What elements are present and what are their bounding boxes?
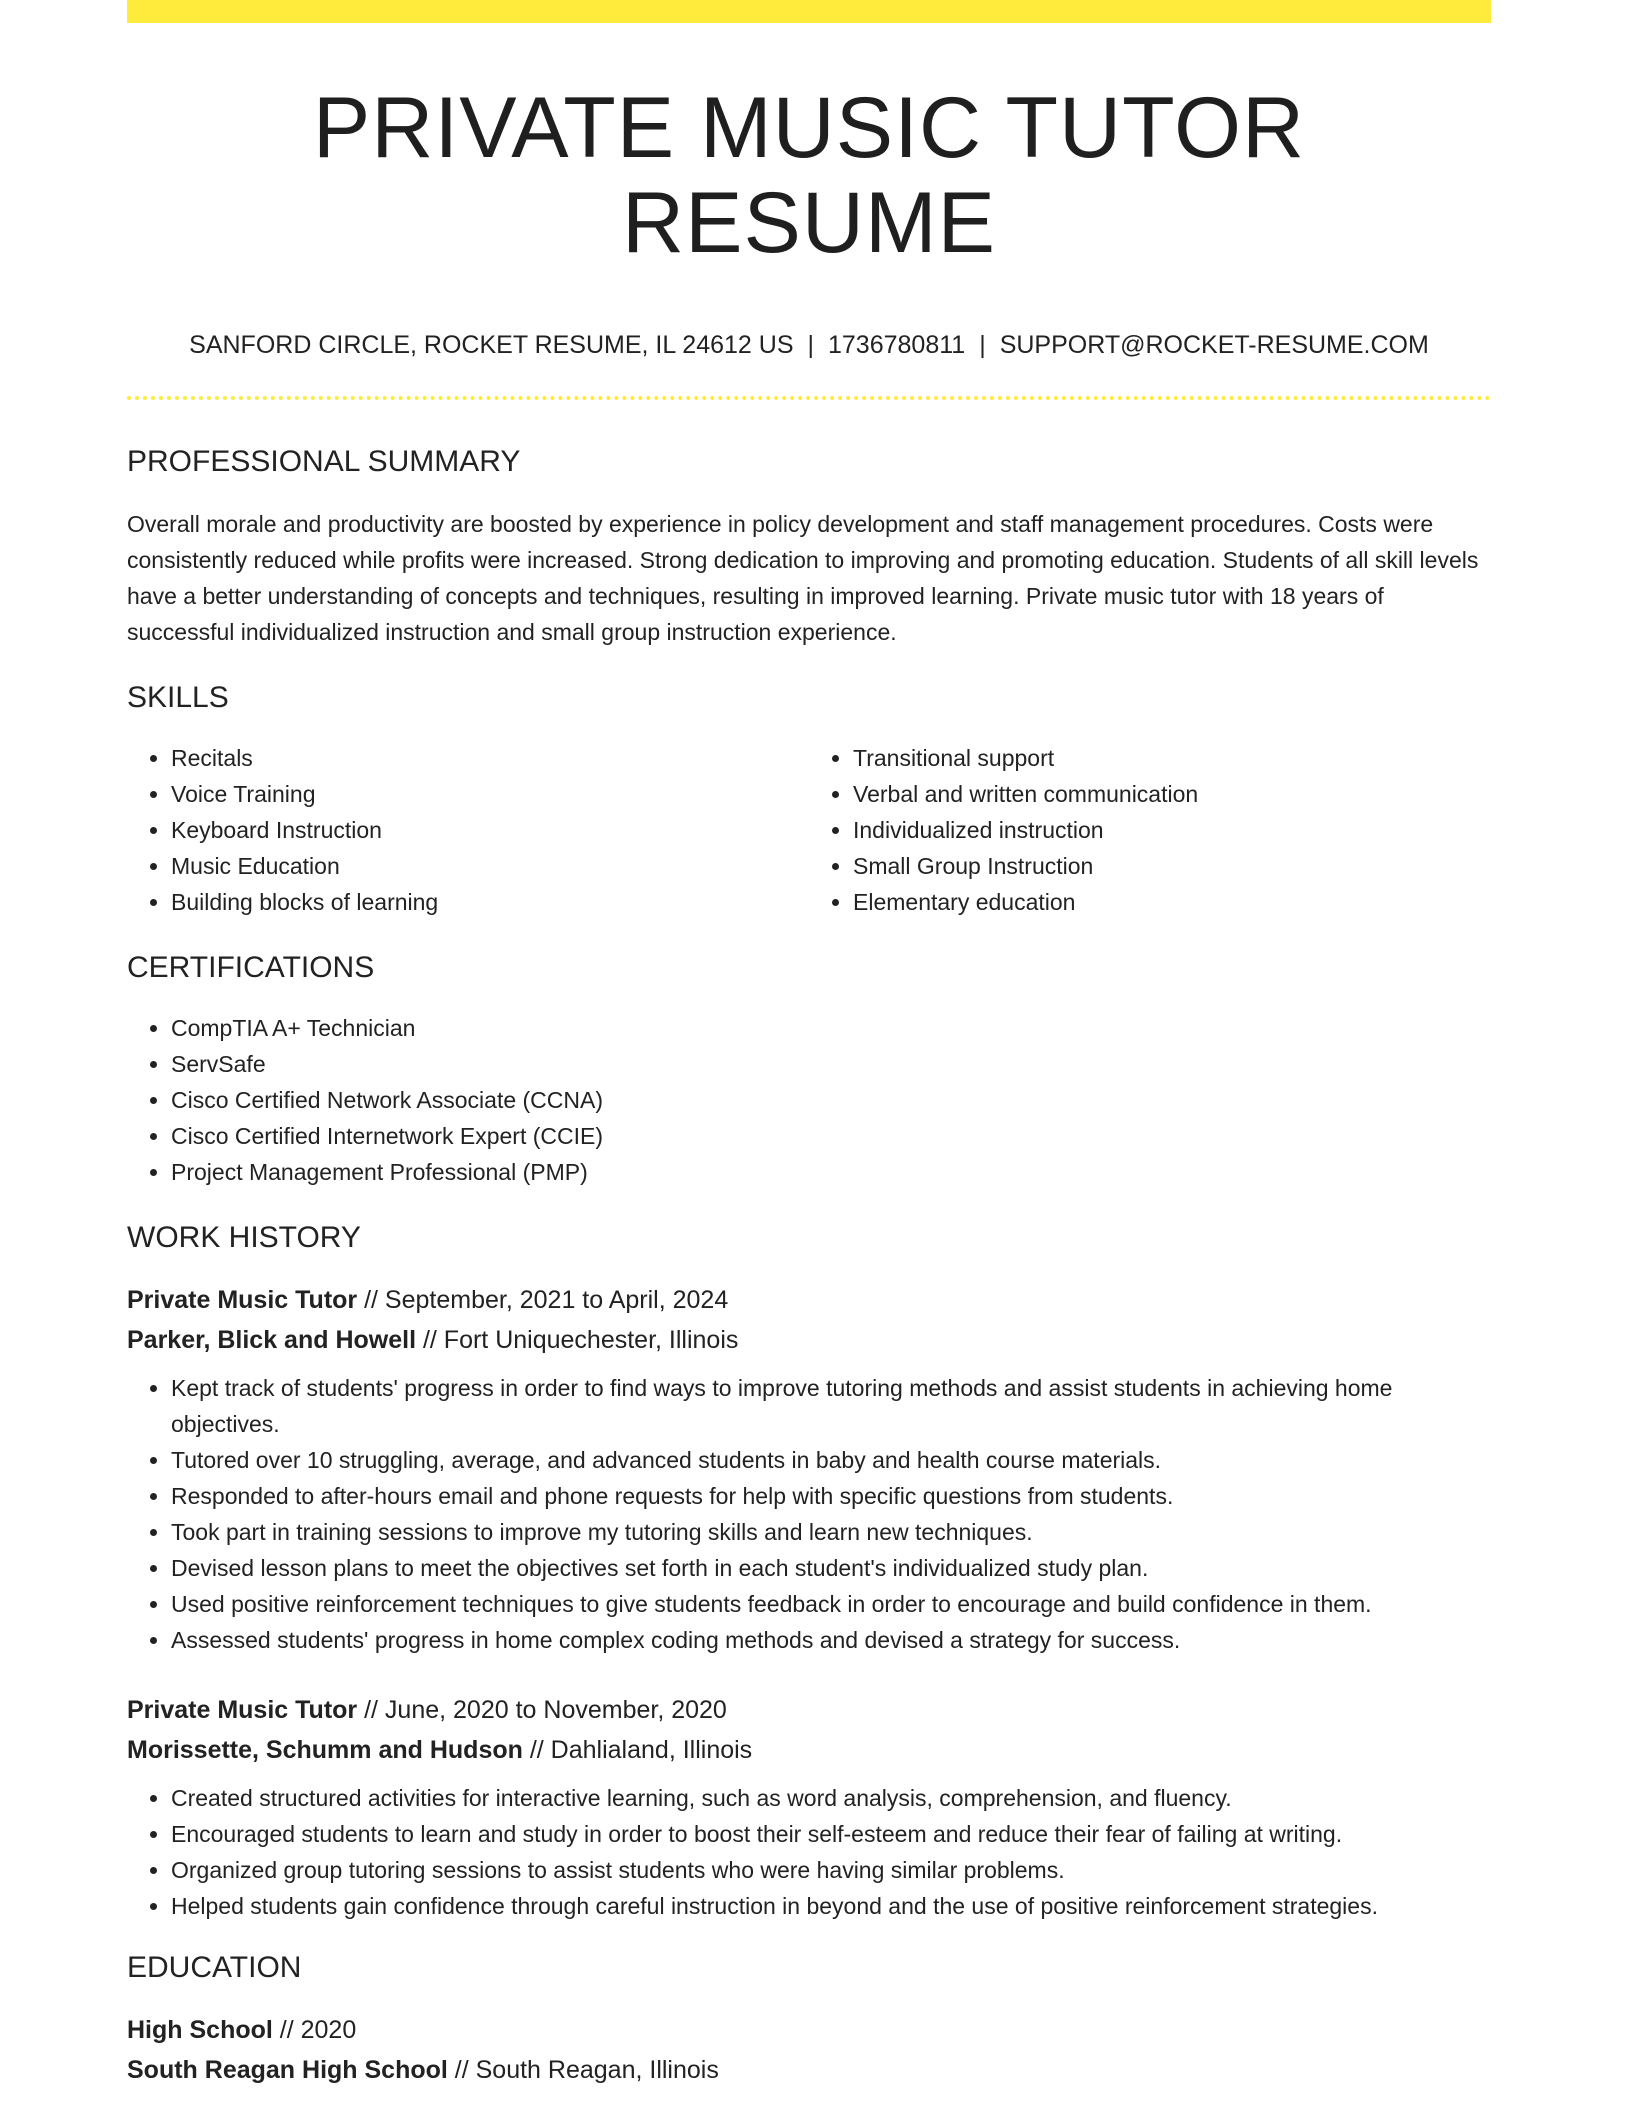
job-duty: • Responded to after-hours email and phone requests for help with specific questions from students. — [171, 1478, 1491, 1514]
education-heading: EDUCATION — [127, 1951, 302, 1985]
certification-item: • Cisco Certified Network Associate (CCNA) — [171, 1082, 1491, 1118]
job-duty: • Assessed students' progress in home complex coding methods and devised a strategy for success. — [171, 1622, 1491, 1658]
skill-item: • Building blocks of learning — [171, 884, 809, 920]
certification-item: • CompTIA A+ Technician — [171, 1010, 1491, 1046]
resume-title: PRIVATE MUSIC TUTOR RESUME — [312, 80, 1306, 271]
certifications-list — [127, 1010, 1491, 1190]
skill-item: • Keyboard Instruction — [171, 812, 809, 848]
certification-item: • Cisco Certified Internetwork Expert (CCIE) — [171, 1118, 1491, 1154]
skill-item: • Recitals — [171, 740, 809, 776]
contact-separator: | — [979, 331, 986, 360]
skill-item: • Transitional support — [853, 740, 1491, 776]
education-school: South Reagan High School — [127, 2056, 448, 2085]
skills-left-list — [127, 740, 809, 920]
job-dates: // June, 2020 to November, 2020 — [357, 1696, 727, 1725]
skill-item: • Small Group Instruction — [853, 848, 1491, 884]
skill-item: • Individualized instruction — [853, 812, 1491, 848]
skills-right-list — [809, 740, 1491, 920]
resume-content — [127, 23, 1491, 2090]
skills-columns — [127, 740, 1491, 920]
skill-item: • Voice Training — [171, 776, 809, 812]
job-location: // Fort Uniquechester, Illinois — [416, 1326, 739, 1355]
skill-item: • Music Education — [171, 848, 809, 884]
education-location: // South Reagan, Illinois — [447, 2056, 719, 2085]
certification-item: • Project Management Professional (PMP) — [171, 1154, 1491, 1190]
certification-item: • ServSafe — [171, 1046, 1491, 1082]
job-entry — [127, 1690, 1491, 1924]
job-duties-list — [127, 1780, 1491, 1924]
job-role: Private Music Tutor — [127, 1286, 358, 1315]
education-school-line — [127, 2050, 1491, 2090]
job-duties-list — [127, 1370, 1491, 1658]
education-entry — [127, 2010, 1491, 2090]
job-duty: • Devised lesson plans to meet the objectives set forth in each student's individualized study plan. — [171, 1550, 1491, 1586]
contact-email: SUPPORT@ROCKET-RESUME.COM — [999, 331, 1429, 360]
job-role-line — [127, 1690, 1491, 1730]
job-company-line — [127, 1320, 1491, 1360]
contact-line — [127, 330, 1491, 360]
summary-text: Overall morale and productivity are boosted by experience in policy development and staff management procedures. Costs were consistently reduced while profits were increased. Strong dedication to improving and promoting education. Students of all skill levels have a better understanding of concepts and techniques, resulting in improved learning. Private music tutor with 18 years of successful individualized instruction and small group instruction experience. — [127, 511, 1479, 646]
job-dates: // September, 2021 to April, 2024 — [357, 1286, 729, 1315]
skills-section — [127, 680, 1491, 920]
job-role-line — [127, 1280, 1491, 1320]
education-degree-line — [127, 2010, 1491, 2050]
job-location: // Dahlialand, Illinois — [522, 1736, 753, 1765]
job-duty: • Kept track of students' progress in order to find ways to improve tutoring methods and assist students in achieving home objectives. — [171, 1370, 1491, 1442]
job-duty: • Encouraged students to learn and study in order to boost their self-esteem and reduce their fear of failing at writing. — [171, 1816, 1491, 1852]
education-year: // 2020 — [272, 2016, 357, 2045]
skills-heading: SKILLS — [127, 681, 229, 715]
summary-heading: PROFESSIONAL SUMMARY — [127, 445, 521, 479]
top-accent-bar — [127, 0, 1491, 23]
education-section — [127, 1950, 1491, 2090]
header-divider — [127, 396, 1491, 400]
job-role: Private Music Tutor — [127, 1696, 358, 1725]
certifications-section — [127, 950, 1491, 1190]
contact-phone: 1736780811 — [828, 331, 966, 360]
certifications-heading: CERTIFICATIONS — [127, 951, 375, 985]
job-duty: • Tutored over 10 struggling, average, and advanced students in baby and health course materials. — [171, 1442, 1491, 1478]
education-degree: High School — [127, 2016, 273, 2045]
job-duty: • Created structured activities for interactive learning, such as word analysis, comprehension, and fluency. — [171, 1780, 1491, 1816]
job-company: Parker, Blick and Howell — [127, 1326, 417, 1355]
contact-address: SANFORD CIRCLE, ROCKET RESUME, IL 24612 US — [189, 331, 794, 360]
job-duty: • Helped students gain confidence through careful instruction in beyond and the use of positive reinforcement strategies. — [171, 1888, 1491, 1924]
skill-item: • Verbal and written communication — [853, 776, 1491, 812]
work-history-heading: WORK HISTORY — [127, 1221, 361, 1255]
job-duty: • Took part in training sessions to improve my tutoring skills and learn new techniques. — [171, 1514, 1491, 1550]
job-company-line — [127, 1730, 1491, 1770]
job-entry — [127, 1280, 1491, 1658]
work-history-section — [127, 1220, 1491, 1924]
job-company: Morissette, Schumm and Hudson — [127, 1736, 523, 1765]
summary-section — [127, 444, 1491, 650]
skill-item: • Elementary education — [853, 884, 1491, 920]
job-duty: • Organized group tutoring sessions to assist students who were having similar problems. — [171, 1852, 1491, 1888]
job-duty: • Used positive reinforcement techniques to give students feedback in order to encourage and build confidence in them. — [171, 1586, 1491, 1622]
contact-separator: | — [807, 331, 814, 360]
